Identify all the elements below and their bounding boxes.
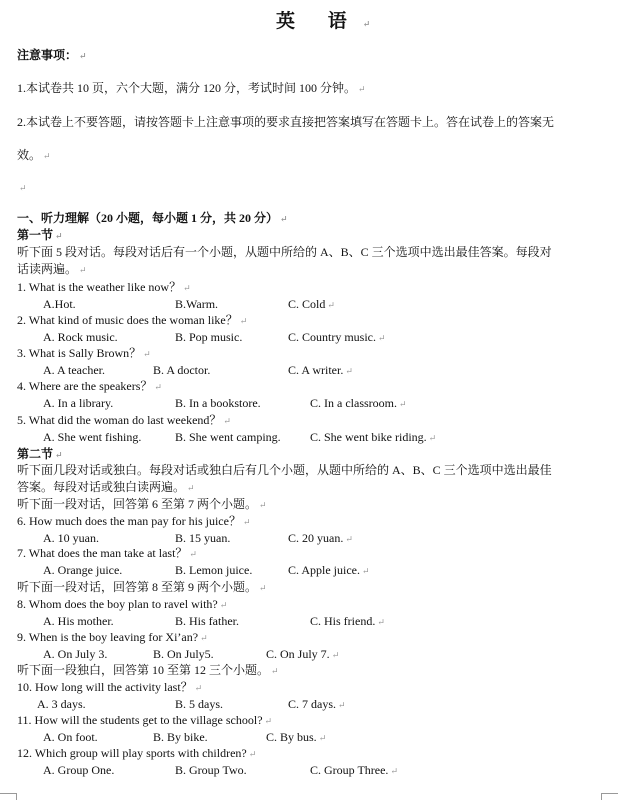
section1-heading: 第一节 ↵ <box>17 228 63 243</box>
notice-item-2-cont: 效。 ↵ <box>17 148 51 163</box>
part1-heading: 一、听力理解（20 小题，每小题 1 分，共 20 分） ↵ <box>17 211 288 226</box>
question-12: 12. Which group will play sports with children? ↵ <box>17 746 256 761</box>
question-2-option-a: A. Rock music. <box>43 330 118 344</box>
question-6-option-c: C. 20 yuan. ↵ <box>288 531 353 546</box>
sub-instruction-8-9: 听下面一段对话，回答第 8 至第 9 两个小题。 ↵ <box>17 580 267 595</box>
empty-paragraph <box>17 180 27 195</box>
question-6-option-b: B. 15 yuan. <box>175 531 231 545</box>
section2-instructions: 听下面几段对话或独白。每段对话或独白后有几个小题，从题中所给的 A、B、C 三个选项中选出最佳 <box>17 463 552 477</box>
question-7-option-b: B. Lemon juice. <box>175 563 253 577</box>
question-3-option-c: C. A writer. ↵ <box>288 363 353 378</box>
question-5-option-c: C. She went bike riding. ↵ <box>310 430 436 445</box>
question-2-option-b: B. Pop music. <box>175 330 243 344</box>
question-5: 5. What did the woman do last weekend？ ↵ <box>17 413 231 428</box>
sub-instruction-10-12: 听下面一段独白，回答第 10 至第 12 三个小题。 ↵ <box>17 663 279 678</box>
question-11-option-c: C. By bus. ↵ <box>266 730 326 745</box>
question-9-option-c: C. On July 7. ↵ <box>266 647 339 662</box>
section2-instructions-cont: 答案。每段对话或独白读两遍。 ↵ <box>17 480 195 495</box>
section1-instructions-cont: 话读两遍。 ↵ <box>17 262 87 277</box>
question-6: 6. How much does the man pay for his juice？ ↵ <box>17 514 251 529</box>
question-3: 3. What is Sally Brown？ ↵ <box>17 346 151 361</box>
question-10-option-a: A. 3 days. <box>37 697 86 711</box>
question-7-option-a: A. Orange juice. <box>43 563 123 577</box>
page-corner-mark-right <box>601 793 618 800</box>
question-10: 10. How long will the activity last？ ↵ <box>17 680 202 695</box>
question-3-option-a: A. A teacher. <box>43 363 105 377</box>
question-12-option-a: A. Group One. <box>43 763 115 777</box>
question-4-option-b: B. In a bookstore. <box>175 396 261 410</box>
question-9-option-a: A. On July 3. <box>43 647 108 661</box>
question-5-option-a: A. She went fishing. <box>43 430 142 444</box>
notice-item-1: 1.本试卷共 10 页，六个大题，满分 120 分，考试时间 100 分钟。 ↵ <box>17 81 366 96</box>
question-11: 11. How will the students get to the village school? ↵ <box>17 713 272 728</box>
question-3-option-b: B. A doctor. <box>153 363 211 377</box>
question-2: 2. What kind of music does the woman like？ ↵ <box>17 313 247 328</box>
question-8: 8. Whom does the boy plan to ravel with? ↵ <box>17 597 227 612</box>
sub-instruction-6-7: 听下面一段对话，回答第 6 至第 7 两个小题。 ↵ <box>17 497 267 512</box>
question-12-option-b: B. Group Two. <box>175 763 247 777</box>
page-corner-mark-left <box>0 793 17 800</box>
question-9: 9. When is the boy leaving for Xi’an? ↵ <box>17 630 208 645</box>
question-12-option-c: C. Group Three. ↵ <box>310 763 398 778</box>
question-1-option-a: A.Hot. <box>43 297 76 311</box>
question-10-option-c: C. 7 days. ↵ <box>288 697 346 712</box>
question-4-option-c: C. In a classroom. ↵ <box>310 396 407 411</box>
notice-heading: 注意事项： ↵ <box>17 48 87 63</box>
question-1-option-b: B.Warm. <box>175 297 219 311</box>
question-2-option-c: C. Country music. ↵ <box>288 330 386 345</box>
question-4-option-a: A. In a library. <box>43 396 114 410</box>
section1-instructions: 听下面 5 段对话。每段对话后有一个小题，从题中所给的 A、B、C 三个选项中选出最佳答案。每段对 <box>17 245 552 259</box>
question-4: 4. Where are the speakers？ ↵ <box>17 379 162 394</box>
question-11-option-b: B. By bike. <box>153 730 208 744</box>
notice-item-2: 2.本试卷上不要答题，请按答题卡上注意事项的要求直接把答案填写在答题卡上。答在试卷上的答案无 <box>17 115 555 129</box>
question-6-option-a: A. 10 yuan. <box>43 531 99 545</box>
question-9-option-b: B. On July5. <box>153 647 214 661</box>
question-10-option-b: B. 5 days. <box>175 697 223 711</box>
question-8-option-b: B. His father. <box>175 614 239 628</box>
question-5-option-b: B. She went camping. <box>175 430 281 444</box>
section2-heading: 第二节 ↵ <box>17 447 63 462</box>
question-8-option-a: A. His mother. <box>43 614 114 628</box>
question-7: 7. What does the man take at last？ ↵ <box>17 546 197 561</box>
question-1: 1. What is the weather like now？ ↵ <box>17 280 191 295</box>
question-1-option-c: C. Cold ↵ <box>288 297 335 312</box>
question-7-option-c: C. Apple juice. ↵ <box>288 563 370 578</box>
page-title: 英 语 ↵ <box>276 10 384 36</box>
question-8-option-c: C. His friend. ↵ <box>310 614 385 629</box>
question-11-option-a: A. On foot. <box>43 730 98 744</box>
